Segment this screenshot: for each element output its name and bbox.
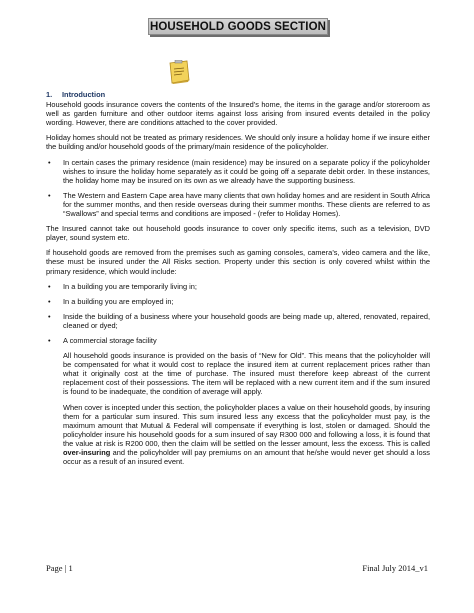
list-item: • In certain cases the primary residence (main residence) may be insured on a separate policy if the policyholder wishes to insure the holiday home separately as it could be going off a separate debit order. In these instances, the holiday home may be insured on its own as we already have the supporting business. xyxy=(46,158,430,185)
section-heading-text: Introduction xyxy=(62,90,106,99)
list-item: • Inside the building of a business where your household goods are being made up, altered, renovated, repaired, cleaned or dyed; xyxy=(46,312,430,330)
list-item: • A commercial storage facility xyxy=(46,336,430,345)
holiday-home-bullets xyxy=(46,158,430,219)
page-number: Page | 1 xyxy=(46,563,73,573)
section-title: HOUSEHOLD GOODS SECTION xyxy=(149,21,327,33)
section-title-banner xyxy=(148,18,328,35)
coverage-location-bullets xyxy=(46,282,430,345)
document-version: Final July 2014_v1 xyxy=(362,563,428,573)
section-number: 1. xyxy=(46,90,53,99)
over-insuring-paragraph xyxy=(63,403,430,467)
list-item: • In a building you are employed in; xyxy=(46,297,430,306)
intro-paragraph-1: Household goods insurance covers the contents of the Insured’s home, the items in the garage and/or storeroom as well as garden furniture and other outdoor items against loss arising from insured events detailed in the policy wording. However, there are conditions attached to the cover provided. xyxy=(46,100,430,128)
new-for-old-paragraph: All household goods insurance is provided on the basis of “New for Old”. This means that the policyholder will be compensated for what it would cost to replace the insured item at current replacement prices rather than what it originally cost at the time of purchase. The insured must therefore keep abreast of the current replacement cost of their possessions. The item will be replaced with a new current item and if the sum insured is found to be inadequate, the condition of average will apply. xyxy=(63,351,430,397)
section-heading xyxy=(46,90,430,99)
intro-paragraph-2: Holiday homes should not be treated as primary residences. We should only insure a holiday home if we insure either the building and/or household goods of the primary/main residence of the policyholder. xyxy=(46,133,430,152)
paragraph-text: When cover is incepted under this section, the policyholder places a value on their household goods, by insuring them for a particular sum insured. This sum insured less any excess that the policyholder must pay, is the maximum amount that Mutual & Federal will compensate if everything is lost, stolen or damaged. Should the policyholder insure his household goods for a sum insured of say R300 000 and following a loss, it is found that the value at risk is R200 000, then the claim will be settled on the lesser amount, less the excess. This is called xyxy=(63,402,430,448)
intro-paragraph-4: If household goods are removed from the premises such as gaming consoles, camera’s, video camera and the like, these must be insured under the All Risks section. Property under this section is only covered whilst within the primary residence, which would include: xyxy=(46,248,430,276)
list-item: • The Western and Eastern Cape area have many clients that own holiday homes and are resident in South Africa for the summer months, and then reside overseas during their summer months. These clients are referred to as “Swallows” and special terms and conditions are imposed - (refer to Holiday Homes). xyxy=(46,191,430,218)
document-body xyxy=(46,90,430,466)
sticky-note-icon xyxy=(168,60,190,84)
over-insuring-term: over-insuring xyxy=(63,448,111,457)
intro-paragraph-3: The Insured cannot take out household goods insurance to cover only specific items, such as a television, DVD player, sound system etc. xyxy=(46,224,430,243)
paragraph-text: and the policyholder will pay premiums on an amount that he/she would never get should a loss occur as a result of an insured event. xyxy=(63,448,430,467)
list-item: • In a building you are temporarily living in; xyxy=(46,282,430,291)
